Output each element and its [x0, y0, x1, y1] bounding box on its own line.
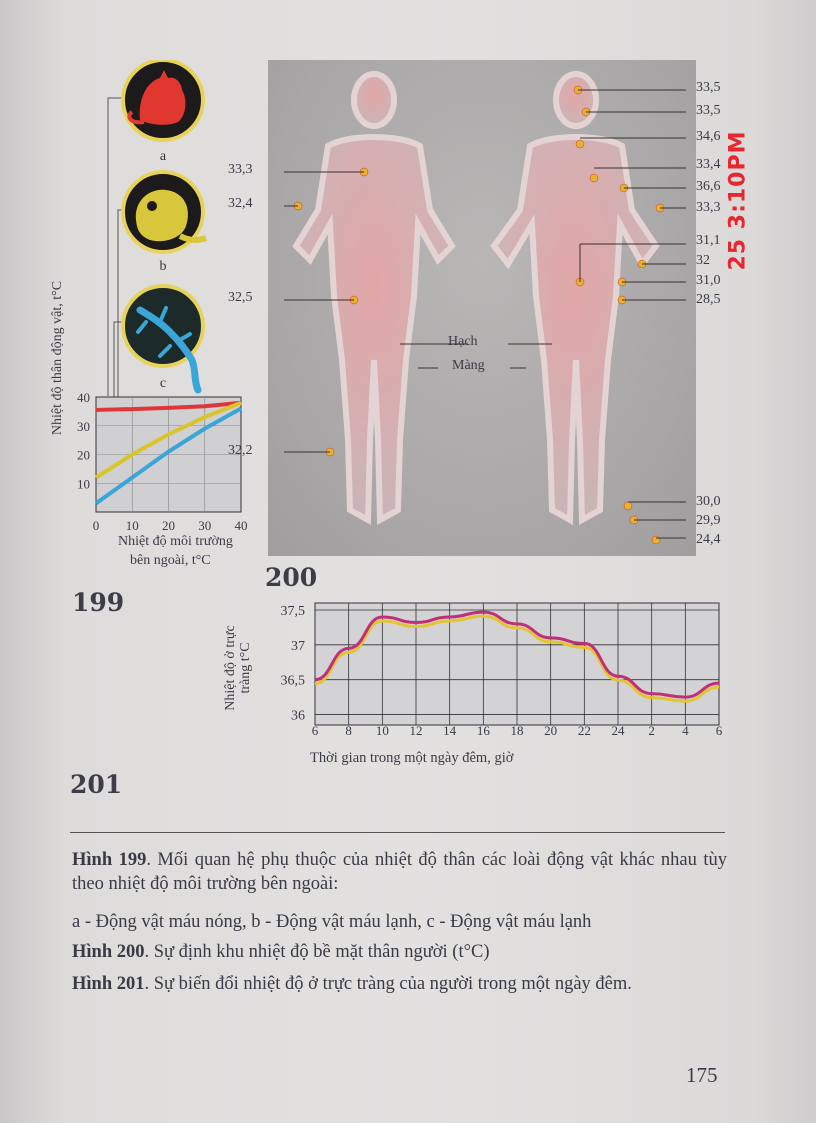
animal-label-a: a	[159, 149, 167, 164]
cold-blooded-lizard-icon	[123, 286, 203, 390]
caption-199-label: Hình 199	[72, 850, 147, 870]
animal-label-b: b	[159, 259, 167, 274]
chart201-xtick: 16	[476, 723, 490, 738]
chart199-xtick: 20	[162, 518, 175, 533]
chart201-xtick: 12	[409, 723, 423, 738]
chart201-xtick: 8	[345, 723, 352, 738]
chart201-xtick: 20	[544, 723, 558, 738]
figure-199-chart	[40, 385, 270, 580]
temp-right-12: 29,9	[696, 513, 721, 528]
label-mang: Màng	[452, 358, 485, 373]
caption-divider	[70, 832, 725, 833]
chart201-ytick: 36,5	[280, 673, 305, 689]
temp-left-1: 33,3	[228, 162, 253, 177]
chart201-xtick: 22	[577, 723, 591, 738]
chart201-ytick: 36	[291, 708, 305, 724]
temp-right-13: 24,4	[696, 532, 721, 547]
chart199-ytick: 40	[77, 390, 90, 405]
temp-right-4: 33,4	[696, 157, 721, 172]
temp-right-3: 34,6	[696, 129, 721, 144]
caption-200	[72, 940, 727, 964]
figure-201-chart	[215, 595, 725, 775]
animal-label-c: c	[159, 376, 167, 391]
chart199-xtick: 30	[198, 518, 212, 533]
page-number: 175	[686, 1063, 718, 1087]
chart199-ylabel-text: Nhiệt độ thân động vật, t°C	[50, 280, 65, 436]
temp-right-10: 28,5	[696, 292, 721, 307]
chart201-xtick: 4	[682, 723, 689, 738]
temp-right-7: 31,1	[696, 233, 721, 248]
caption-200-text: . Sự định khu nhiệt độ bề mặt thân người (t°C)	[144, 942, 490, 962]
body-silhouettes	[268, 60, 696, 556]
caption-201-label: Hình 201	[72, 974, 145, 994]
chart201-xtick: 24	[611, 723, 625, 738]
chart201-ylabel	[223, 593, 253, 743]
figure-200-number: 200	[265, 563, 318, 592]
chart199-ytick: 20	[77, 447, 90, 463]
temp-right-5: 36,6	[696, 179, 721, 194]
camera-timestamp	[718, 78, 758, 278]
caption-201	[72, 972, 727, 996]
temp-right-6: 33,3	[696, 200, 721, 215]
temp-right-8: 32	[696, 253, 710, 268]
chart201-ytick: 37,5	[280, 603, 305, 619]
cold-blooded-animal-icon	[123, 172, 206, 252]
label-hach: Hạch	[448, 334, 478, 349]
temp-right-9: 31,0	[696, 273, 721, 288]
caption-199	[72, 848, 727, 896]
chart201-ylabel-holder	[218, 595, 258, 745]
chart201-xtick: 6	[715, 723, 723, 738]
chart199-xtick: 0	[92, 518, 100, 533]
temp-right-2: 33,5	[696, 103, 721, 118]
chart199-xlabel-line2: bên ngoài, t°C	[130, 553, 211, 568]
chart201-xtick: 18	[510, 723, 524, 738]
warm-blooded-cat-icon	[123, 60, 203, 140]
caption-200-label: Hình 200	[72, 942, 145, 962]
chart199-xtick: 10	[125, 518, 139, 533]
chart201-ylabel-line2: tràng t°C	[238, 642, 253, 694]
chart199-xtick: 40	[234, 518, 248, 533]
chart199-ylabel-holder	[48, 230, 68, 490]
figure-200-photo	[268, 60, 696, 556]
chart199-ytick: 10	[77, 476, 90, 492]
temp-right-11: 30,0	[696, 494, 721, 509]
figure-201-number: 201	[70, 770, 123, 799]
chart199-xlabel-line1: Nhiệt độ môi trường	[118, 534, 233, 549]
temp-left-2: 32,4	[228, 196, 253, 211]
chart201-xtick: 2	[648, 723, 655, 738]
temp-right-1: 33,5	[696, 80, 721, 95]
caption-201-text: . Sự biến đổi nhiệt độ ở trực tràng của người trong một ngày đêm.	[144, 974, 632, 994]
figure-199-number: 199	[72, 588, 125, 617]
temp-left-4: 32,2	[228, 443, 253, 458]
chart201-xlabel: Thời gian trong một ngày đêm, giờ	[310, 750, 514, 766]
chart199-ytick: 30	[77, 418, 90, 434]
chart201-xtick: 14	[443, 723, 457, 738]
chart201-ytick: 37	[291, 638, 305, 654]
camera-timestamp-text: 25 3:10PM	[725, 130, 751, 271]
caption-199-text: . Mối quan hệ phụ thuộc của nhiệt độ thân các loài động vật khác nhau tùy theo nhiệt độ môi trường bên ngoài:	[72, 850, 727, 895]
chart201-ylabel-line1: Nhiệt độ ở trực	[223, 625, 238, 711]
temp-left-3: 32,5	[228, 290, 253, 305]
chart201-xtick: 6	[311, 723, 319, 738]
caption-199-sub: a - Động vật máu nóng, b - Động vật máu lạnh, c - Động vật máu lạnh	[72, 912, 592, 932]
chart201-xtick: 10	[375, 723, 389, 738]
